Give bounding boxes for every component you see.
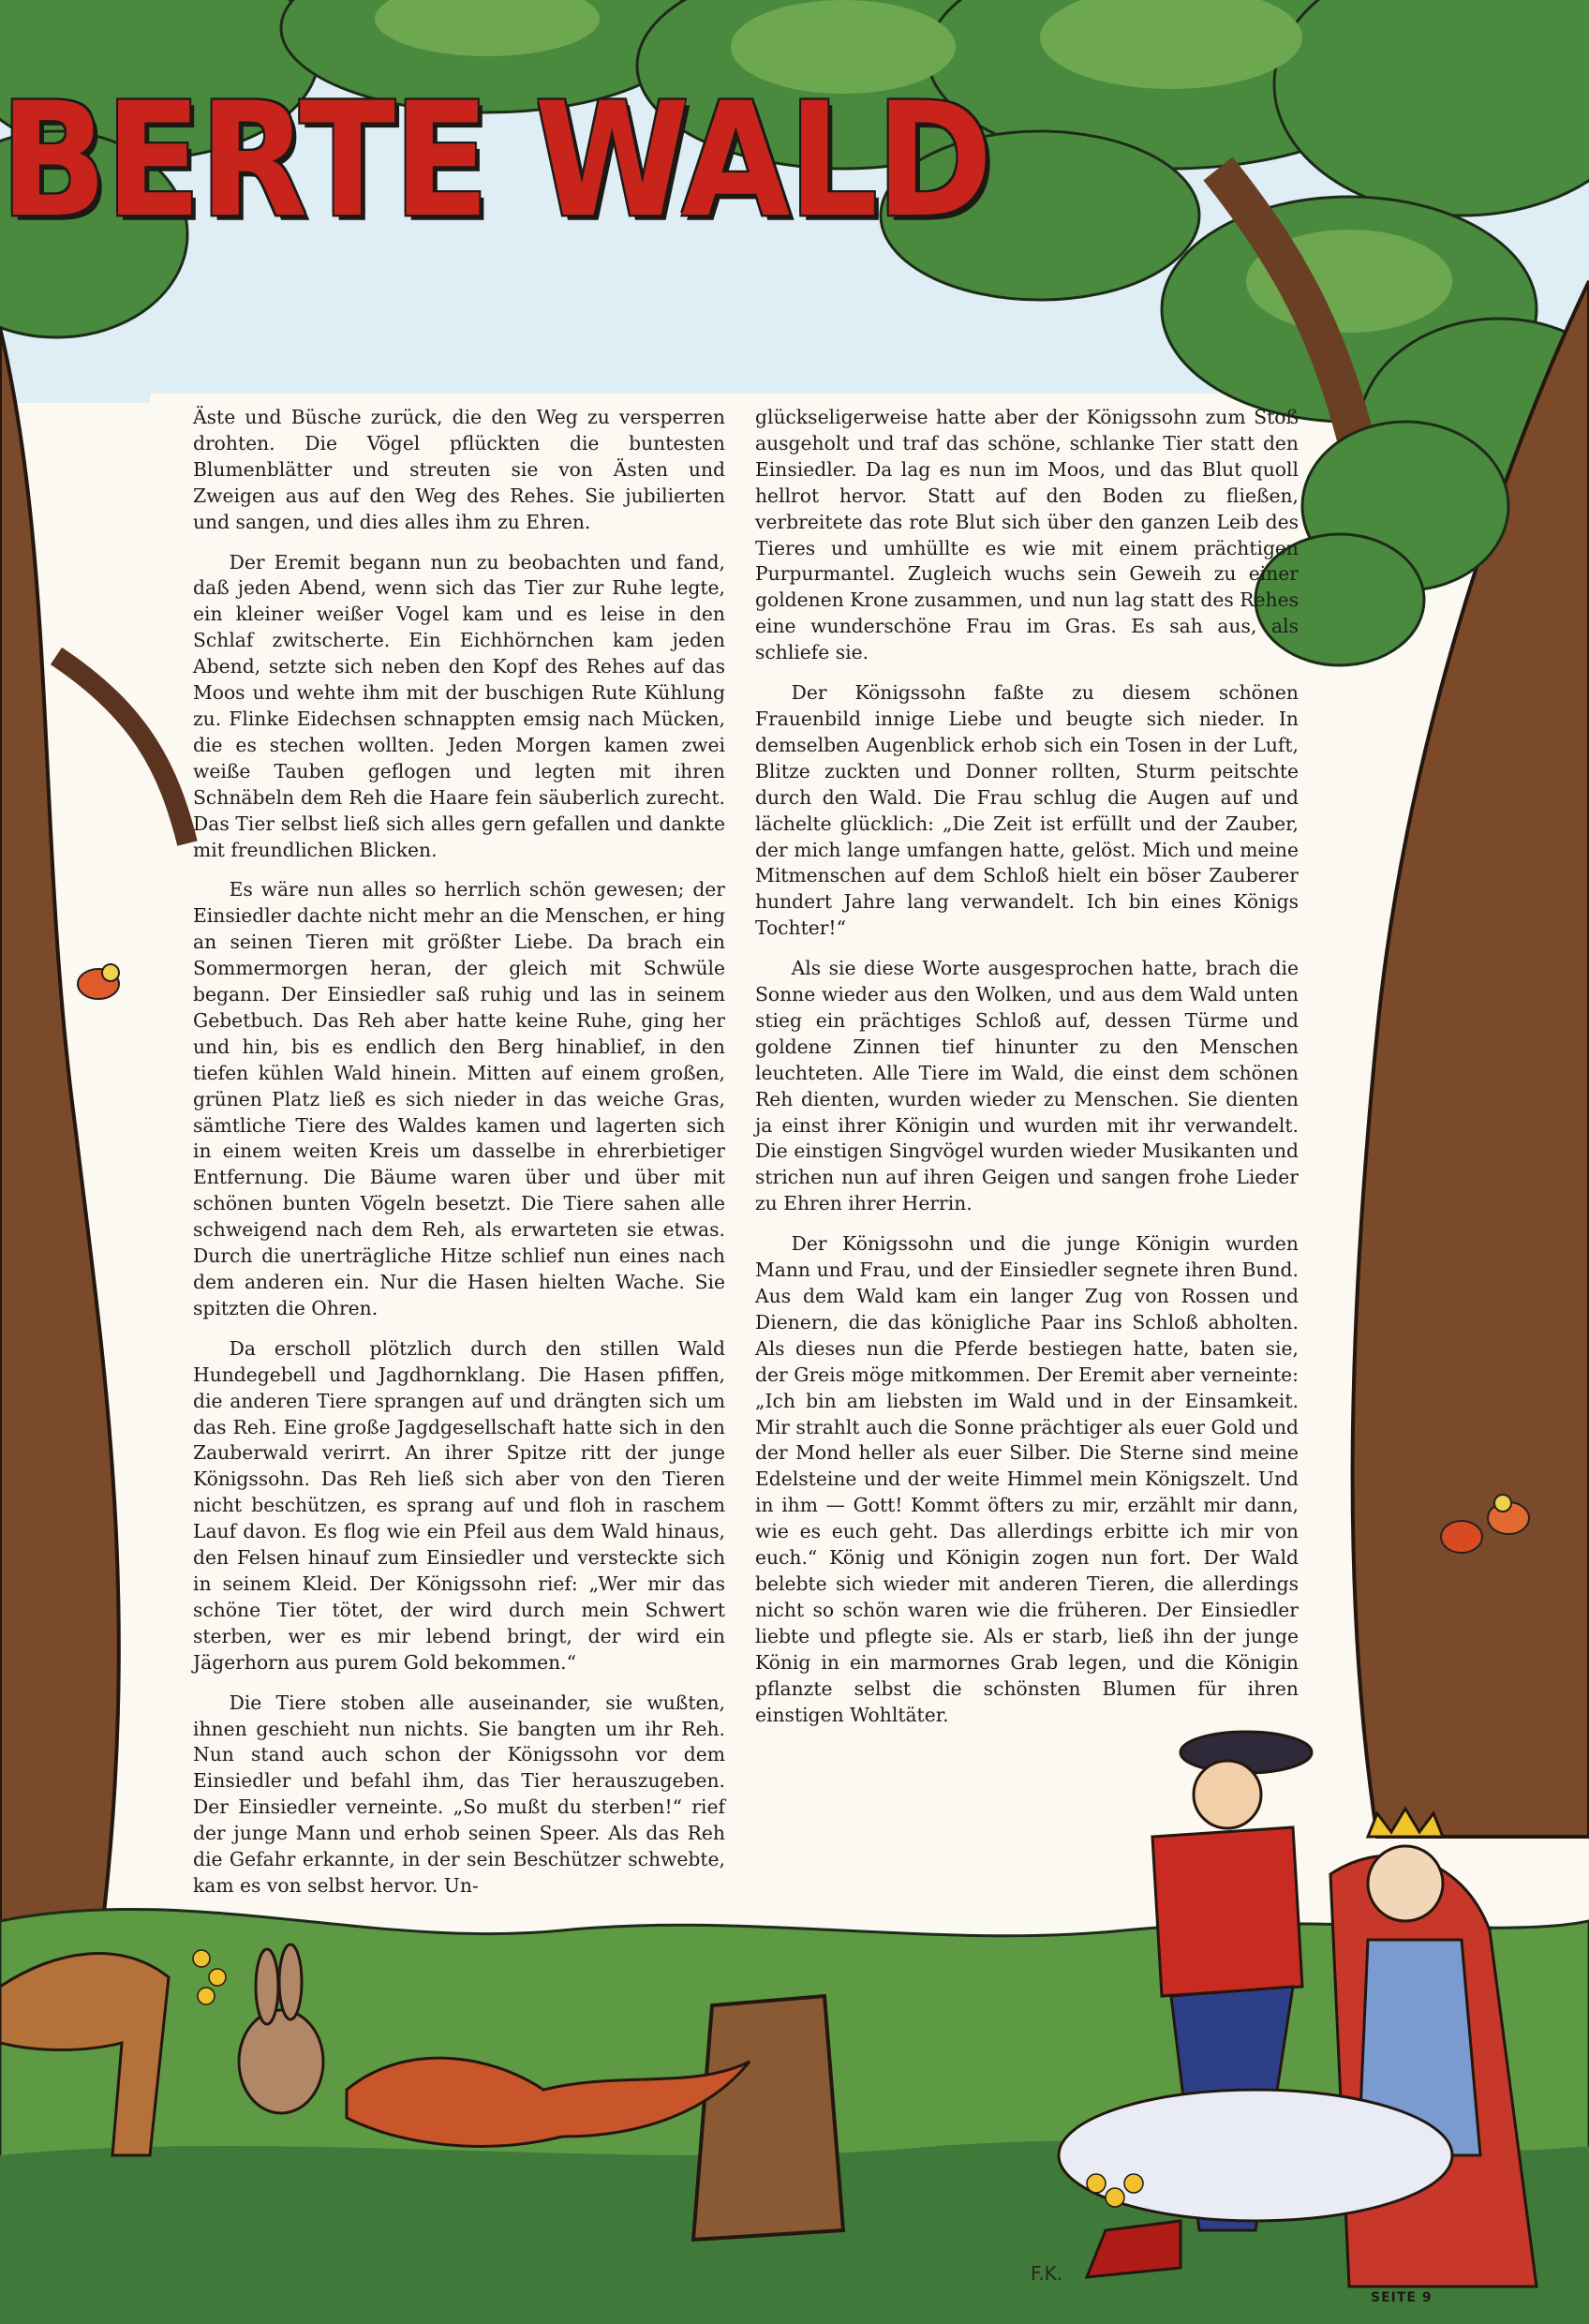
story-paragraph: Der Königssohn faßte zu diesem schönen Frauenbild innige Liebe und beugte sich nieder. In demselben Augenblick erhob sich ein Tosen in der Luft, Blitze zuckten und Donner rollten, Sturm peitschte durch den Wald. Die Frau schlug die Augen auf und lächelte glücklich: „Die Zeit ist erfüllt und der Zauber, der mich lange umfangen hatte, gelöst. Mich und meine Mitmenschen auf dem Schloß hielt ein böser Zauberer hundert Jahre lang verwandelt. Ich bin eines Königs Tochter!“ bbox=[755, 681, 1299, 940]
story-title: BERTE WALD bbox=[0, 69, 991, 253]
page-number: SEITE 9 bbox=[1371, 2290, 1433, 2305]
bird-left bbox=[78, 964, 119, 999]
story-paragraph: Der Königssohn und die junge Königin wurden Mann und Frau, und der Einsiedler segnete ihren Bund. Aus dem Wald kam ein langer Zug von Rossen und Dienern, die das königliche Paar ins Schloß abholten. Als dieses nun die Pferde bestiegen hatte, baten sie, der Greis möge mitkommen. Der Eremit aber verneinte: „Ich bin am liebsten im Wald und in der Einsamkeit. Mir strahlt auch die Sonne prächtiger als euer Gold und der Mond heller als euer Silber. Die Sterne sind meine Edelsteine und der weite Himmel mein Königszelt. Und in ihm — Gott! Kommt öfters zu mir, erzählt mir dann, wie es euch geht. Das allerdings erbitte ich mir von euch.“ König und Königin zogen nun fort. Der Wald belebte sich wieder mit anderen Tieren, die allerdings nicht so schön waren wie die früheren. Der Einsiedler liebte und pflegte sie. Als er starb, ließ ihn der junge König in ein marmornes Grab legen, und die Königin pflanzte selbst die schönsten Blumen für ihren einstigen Wohltäter. bbox=[755, 1232, 1299, 1726]
story-paragraph: Der Eremit begann nun zu beobachten und fand, daß jeden Abend, wenn sich das Tier zur Ruhe legte, ein kleiner weißer Vogel kam und es leise in den Schlaf zwitscherte. Ein Eichhörnchen kam jeden Abend, setzte sich neben den Kopf des Rehes auf das Moos und wehte ihm mit der buschigen Rute Kühlung zu. Flinke Eidechsen schnappten emsig nach Mücken, die es stechen wollten. Jeden Morgen kamen zwei weiße Tauben geflogen und legten mit ihren Schnäbeln dem Reh die Haare fein säuberlich zurecht. Das Tier selbst ließ sich alles gern gefallen und dankte mit freundlichen Blicken. bbox=[193, 550, 725, 861]
story-paragraph: Die Tiere stoben alle auseinander, sie wußten, ihnen geschieht nun nichts. Sie bangten um ihr Reh. Nun stand auch schon der Königssohn vor dem Einsiedler und befahl ihm, das Tier herauszugeben. Der Einsiedler verneinte. „So mußt du sterben!“ rief der junge Mann und erhob seinen Speer. Als das Reh die Gefahr erkannte, in der sein Beschützer schwebte, kam es von selbst hervor. Un- bbox=[193, 1691, 725, 1897]
artist-signature: F.K. bbox=[1031, 2262, 1063, 2285]
story-paragraph: Als sie diese Worte ausgesprochen hatte, brach die Sonne wieder aus den Wolken, und aus dem Wald unten stieg ein prächtiges Schloß auf, dessen Türme und goldene Zinnen tief hinunter zu den Menschen leuchteten. Alle Tiere im Wald, die einst dem schönen Reh dienten, wurden wieder zu Menschen. Sie dienten ja einst ihrer Königin und wurden mit ihr verwandelt. Die einstigen Singvögel wurden wieder Musikanten und strichen nun auf ihren Geigen und sangen frohe Lieder zu Ehren ihrer Herrin. bbox=[755, 957, 1299, 1215]
story-paragraph: glückseligerweise hatte aber der Königssohn zum Stoß ausgeholt und traf das schöne, schlanke Tier statt den Einsiedler. Da lag es nun im Moos, und das Blut quoll hellrot hervor. Statt auf den Boden zu fließen, verbreitete das rote Blut sich über den ganzen Leib des Tieres und umhüllte es wie mit einem prächtigen Purpurmantel. Zugleich wuchs sein Geweih zu einer goldenen Krone zusammen, und nun lag statt des Rehes eine wunderschöne Frau im Gras. Es sah aus, als schliefe sie. bbox=[755, 406, 1299, 664]
story-paragraph: Es wäre nun alles so herrlich schön gewesen; der Einsiedler dachte nicht mehr an die Menschen, er hing an seinen Tieren mit größter Liebe. Da brach ein Sommermorgen heran, der gleich mit Schwüle begann. Der Einsiedler saß ruhig und las in seinem Gebetbuch. Das Reh aber hatte keine Ruhe, ging her und hin, bis es endlich den Berg hinablief, in den tiefen kühlen Wald hinein. Mitten auf einem großen, grünen Platz ließ es sich nieder in das weiche Gras, sämtliche Tiere des Waldes kamen und lagerten sich in einem weiten Kreis um dasselbe in ehrerbietiger Entfernung. Die Bäume waren über und über mit schönen bunten Vögeln besetzt. Die Tiere sahen alle schweigend nach dem Reh, als erwarteten sie etwas. Durch die unerträgliche Hitze schlief nun eines nach dem anderen ein. Nur die Hasen hielten Wache. Sie spitzten die Ohren. bbox=[193, 878, 725, 1319]
text-column-left bbox=[193, 405, 725, 1914]
text-column-right bbox=[755, 405, 1299, 1742]
story-paragraph: Da erscholl plötzlich durch den stillen Wald Hundegebell und Jagdhornklang. Die Hasen pfiffen, die anderen Tiere sprangen auf und drängten sich um das Reh. Eine große Jagdgesellschaft hatte sich in den Zauberwald verirrt. An ihrer Spitze ritt der junge Königssohn. Das Reh ließ sich aber von den Tieren nicht beschützen, es sprang auf und floh in raschem Lauf davon. Es flog wie ein Pfeil aus dem Wald hinaus, den Felsen hinauf zum Einsiedler und versteckte sich in seinem Kleid. Der Königssohn rief: „Wer mir das schöne Tier tötet, der wird durch mein Schwert sterben, wer es mir lebend bringt, der wird ein Jägerhorn aus purem Gold bekommen.“ bbox=[193, 1336, 725, 1674]
tree-stump bbox=[693, 1996, 843, 2240]
left-tree-trunk bbox=[0, 328, 119, 1921]
story-paragraph: Äste und Büsche zurück, die den Weg zu versperren drohten. Die Vögel pflückten die buntesten Blumenblätter und streuten sie von Ästen und Zweigen aus auf den Weg des Rehes. Sie jubilierten und sangen, und dies alles ihm zu Ehren. bbox=[193, 406, 725, 533]
